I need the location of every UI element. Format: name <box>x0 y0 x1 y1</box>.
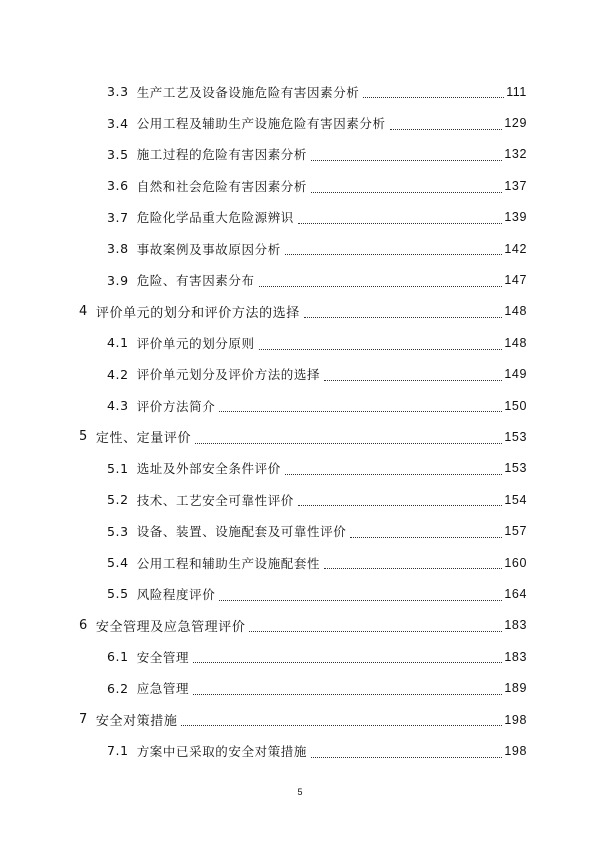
dot-leader <box>363 97 504 98</box>
toc-entry-number: 4.2 <box>107 366 129 382</box>
toc-entry-title: 评价单元的划分原则 <box>136 335 255 351</box>
toc-entry-title: 公用工程及辅助生产设施危险有害因素分析 <box>136 116 386 132</box>
toc-entry-title: 危险化学品重大危险源辨识 <box>136 210 294 226</box>
toc-entry-page: 198 <box>504 712 527 727</box>
toc-section-entry[interactable] <box>0 672 600 703</box>
toc-entry-title: 施工过程的危险有害因素分析 <box>136 147 307 163</box>
toc-entry-title: 公用工程和辅助生产设施配套性 <box>136 555 321 571</box>
toc-entry-page: 153 <box>504 461 527 476</box>
toc-entry-number: 7 <box>79 712 88 727</box>
toc-section-entry[interactable] <box>0 735 600 766</box>
toc-entry-title: 评价单元的划分和评价方法的选择 <box>95 305 300 321</box>
toc-entry-page: 160 <box>504 555 527 570</box>
dot-leader <box>285 254 503 255</box>
toc-entry-number: 3.6 <box>107 178 129 194</box>
toc-entry-number: 3.9 <box>107 272 129 288</box>
toc-section-entry[interactable] <box>0 327 600 358</box>
toc-entry-title: 评价方法简介 <box>136 398 216 414</box>
toc-entry-title: 应急管理 <box>136 681 190 697</box>
toc-chapter-entry[interactable] <box>0 704 600 735</box>
toc-chapter-entry[interactable] <box>0 421 600 452</box>
dot-leader <box>311 160 502 161</box>
dot-leader <box>304 317 502 318</box>
toc-entry-number: 3.3 <box>107 84 129 100</box>
toc-entry-number: 5.3 <box>107 523 129 539</box>
toc-chapter-entry[interactable] <box>0 296 600 327</box>
toc-section-entry[interactable] <box>0 453 600 484</box>
toc-entry-title: 生产工艺及设备设施危险有害因素分析 <box>136 84 360 100</box>
toc-entry-page: 129 <box>504 116 527 131</box>
dot-leader <box>181 725 502 726</box>
dot-leader <box>219 600 502 601</box>
dot-leader <box>311 757 502 758</box>
toc-entry-number: 3.7 <box>107 209 129 225</box>
toc-entry-number: 3.4 <box>107 115 129 131</box>
toc-entry-title: 自然和社会危险有害因素分析 <box>136 178 307 194</box>
toc-entry-page: 147 <box>504 273 527 288</box>
toc-entry-page: 150 <box>504 398 527 413</box>
dot-leader <box>350 537 502 538</box>
toc-entry-number: 4.1 <box>107 335 129 351</box>
toc-entry-page: 157 <box>504 524 527 539</box>
toc-entry-page: 189 <box>504 681 527 696</box>
dot-leader <box>259 286 503 287</box>
dot-leader <box>285 474 503 475</box>
dot-leader <box>219 411 502 412</box>
toc-entry-title: 定性、定量评价 <box>95 431 192 447</box>
toc-entry-page: 164 <box>504 586 527 601</box>
toc-entry-number: 3.8 <box>107 241 129 257</box>
toc-entry-title: 安全管理 <box>136 649 190 665</box>
toc-entry-page: 111 <box>506 84 527 99</box>
dot-leader <box>311 192 502 193</box>
toc-entry-page: 142 <box>504 241 527 256</box>
toc-entry-page: 149 <box>504 367 527 382</box>
toc-section-entry[interactable] <box>0 484 600 515</box>
dot-leader <box>193 694 502 695</box>
dot-leader <box>390 129 503 130</box>
toc-section-entry[interactable] <box>0 515 600 546</box>
toc-section-entry[interactable] <box>0 359 600 390</box>
toc-entry-page: 139 <box>504 210 527 225</box>
toc-entry-page: 198 <box>504 743 527 758</box>
toc-entry-page: 148 <box>504 335 527 350</box>
toc-entry-number: 4 <box>79 303 88 319</box>
toc-entry-title: 技术、工艺安全可靠性评价 <box>136 492 294 508</box>
toc-entry-number: 5.4 <box>107 555 129 571</box>
toc-entry-page: 132 <box>504 147 527 162</box>
toc-section-entry[interactable] <box>0 170 600 201</box>
toc-section-entry[interactable] <box>0 139 600 170</box>
dot-leader <box>324 568 502 569</box>
toc-entry-title: 选址及外部安全条件评价 <box>136 461 281 477</box>
toc-entry-title: 评价单元划分及评价方法的选择 <box>136 367 321 383</box>
toc-section-entry[interactable] <box>0 390 600 421</box>
toc-entry-page: 137 <box>504 178 527 193</box>
toc-entry-title: 设备、装置、设施配套及可靠性评价 <box>136 524 347 540</box>
page-number: 5 <box>297 787 303 797</box>
toc-entry-title: 风险程度评价 <box>136 586 216 602</box>
toc-entry-number: 5 <box>79 429 88 445</box>
toc-entry-page: 183 <box>504 649 527 664</box>
toc-section-entry[interactable] <box>0 233 600 264</box>
dot-leader <box>195 443 502 444</box>
toc-entry-number: 6.1 <box>107 649 129 665</box>
table-of-contents <box>0 76 600 767</box>
toc-chapter-entry[interactable] <box>0 610 600 641</box>
toc-section-entry[interactable] <box>0 264 600 295</box>
toc-entry-title: 安全管理及应急管理评价 <box>95 619 246 635</box>
toc-entry-number: 4.3 <box>107 398 129 414</box>
dot-leader <box>324 380 502 381</box>
toc-entry-title: 安全对策措施 <box>95 714 178 729</box>
toc-entry-number: 7.1 <box>107 743 129 759</box>
dot-leader <box>298 223 502 224</box>
dot-leader <box>298 505 502 506</box>
toc-entry-title: 方案中已采取的安全对策措施 <box>136 743 307 759</box>
toc-entry-number: 5.2 <box>107 492 129 508</box>
toc-entry-page: 154 <box>504 492 527 507</box>
toc-section-entry[interactable] <box>0 547 600 578</box>
toc-section-entry[interactable] <box>0 76 600 107</box>
toc-entry-number: 5.1 <box>107 460 129 476</box>
toc-entry-number: 6 <box>79 617 88 633</box>
toc-section-entry[interactable] <box>0 641 600 672</box>
toc-entry-title: 事故案例及事故原因分析 <box>136 241 281 257</box>
toc-entry-page: 183 <box>504 618 527 633</box>
toc-section-entry[interactable] <box>0 578 600 609</box>
toc-section-entry[interactable] <box>0 107 600 138</box>
toc-entry-title: 危险、有害因素分布 <box>136 273 255 289</box>
dot-leader <box>249 631 502 632</box>
toc-entry-page: 153 <box>504 429 527 444</box>
toc-entry-number: 6.2 <box>107 680 129 696</box>
toc-section-entry[interactable] <box>0 202 600 233</box>
toc-entry-number: 3.5 <box>107 146 129 162</box>
toc-entry-page: 148 <box>504 304 527 319</box>
dot-leader <box>259 349 503 350</box>
toc-entry-number: 5.5 <box>107 586 129 602</box>
dot-leader <box>193 662 502 663</box>
